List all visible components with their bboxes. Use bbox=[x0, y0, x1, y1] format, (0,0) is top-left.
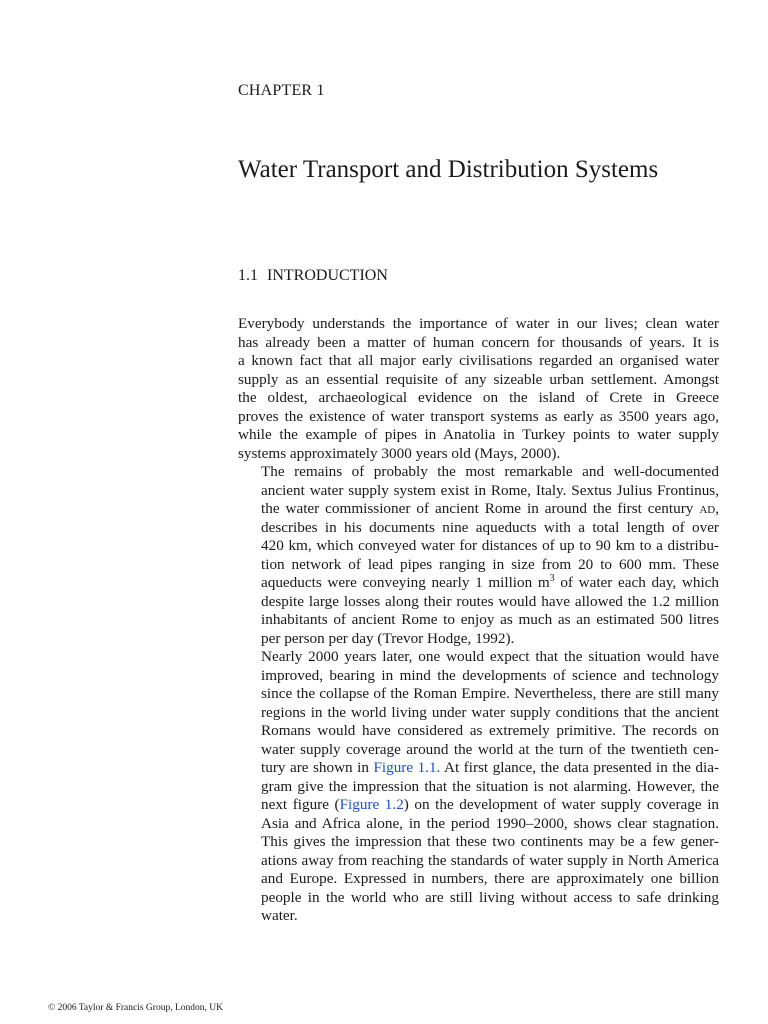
text-line: 420 km, which conveyed water for distances of up to 90 km to a distribu- bbox=[261, 537, 719, 554]
text-fragment: of water each day, which bbox=[554, 574, 719, 591]
text-line: inhabitants of ancient Rome to enjoy as much as an estimated 500 litres bbox=[261, 611, 719, 628]
figure-1-1-link[interactable]: Figure 1.1. bbox=[373, 759, 441, 776]
text-line: The remains of probably the most remarkable and well-documented bbox=[261, 463, 719, 480]
text-line: the oldest, archaeological evidence on the island of Crete in Greece bbox=[238, 389, 719, 406]
paragraph-1 bbox=[238, 315, 719, 463]
text-line: per person per day (Trevor Hodge, 1992). bbox=[261, 629, 515, 647]
era-abbreviation: ad bbox=[699, 500, 716, 517]
text-line: gram give the impression that the situation is not alarming. However, the bbox=[261, 777, 719, 795]
text-line: systems approximately 3000 years old (Mays, 2000). bbox=[238, 444, 561, 462]
text-line: Asia and Africa alone, in the period 1990–2000, shows clear stagnation. bbox=[261, 814, 719, 832]
section-title: INTRODUCTION bbox=[267, 267, 388, 284]
text-line: Romans would have considered as extremely primitive. The records on bbox=[261, 722, 719, 739]
body-text bbox=[238, 315, 719, 926]
chapter-title: Water Transport and Distribution Systems bbox=[238, 156, 659, 183]
text-line: since the collapse of the Roman Empire. Nevertheless, there are still many bbox=[261, 685, 719, 702]
text-line: people in the world who are still living without access to safe drinking bbox=[261, 888, 719, 906]
text-line: Everybody understands the importance of water in our lives; clean water bbox=[238, 315, 719, 332]
text-line: water supply coverage around the world at the turn of the twentieth cen- bbox=[261, 740, 719, 758]
text-line: proves the existence of water transport systems as early as 3500 years ago, bbox=[238, 407, 719, 425]
text-line: describes in his documents nine aqueducts with a total length of over bbox=[261, 518, 719, 536]
text-line: water. bbox=[261, 907, 298, 924]
chapter-label: CHAPTER 1 bbox=[238, 82, 325, 99]
text-line: Nearly 2000 years later, one would expect that the situation would have bbox=[261, 648, 719, 665]
text-line: while the example of pipes in Anatolia in Turkey points to water supply bbox=[238, 426, 719, 443]
section-number: 1.1 bbox=[238, 267, 258, 284]
text-line: This gives the impression that these two continents may be a few gener- bbox=[261, 833, 719, 850]
text-fragment: ) on the development of water supply coverage in bbox=[403, 796, 720, 813]
text-line bbox=[238, 796, 719, 815]
text-line: and Europe. Expressed in numbers, there are approximately one billion bbox=[261, 870, 719, 887]
paragraph-3 bbox=[238, 648, 719, 926]
text-fragment: next figure ( bbox=[261, 796, 340, 813]
text-line bbox=[238, 759, 719, 778]
text-line: has already been a matter of human concern for thousands of years. It is bbox=[238, 333, 719, 351]
text-fragment: At first glance, the data presented in the dia- bbox=[440, 759, 719, 776]
text-fragment: tury are shown in bbox=[261, 759, 374, 776]
text-line: a known fact that all major early civilisations regarded an organised water bbox=[238, 352, 719, 369]
text-line: ancient water supply system exist in Rome, Italy. Sextus Julius Frontinus, bbox=[261, 481, 719, 499]
paragraph-2 bbox=[238, 463, 719, 648]
text-line: tion network of lead pipes ranging in size from 20 to 600 mm. These bbox=[261, 555, 719, 573]
text-line bbox=[238, 500, 719, 519]
copyright-footer: © 2006 Taylor & Francis Group, London, UK bbox=[48, 1003, 223, 1013]
text-line: regions in the world living under water supply conditions that the ancient bbox=[261, 703, 719, 721]
text-fragment: , bbox=[715, 500, 719, 517]
text-line: despite large losses along their routes would have allowed the 1.2 million bbox=[261, 592, 719, 610]
section-heading bbox=[238, 267, 388, 285]
figure-1-2-link[interactable]: Figure 1.2 bbox=[339, 796, 404, 813]
text-line: ations away from reaching the standards of water supply in North America bbox=[261, 851, 719, 869]
text-line: improved, bearing in mind the developments of science and technology bbox=[261, 666, 719, 684]
text-line: supply as an essential requisite of any sizeable urban settlement. Amongst bbox=[238, 370, 719, 388]
text-line bbox=[238, 574, 719, 593]
text-fragment: the water commissioner of ancient Rome in around the first century bbox=[261, 500, 694, 517]
superscript: 3 bbox=[549, 572, 555, 584]
text-fragment: aqueducts were conveying nearly 1 million m bbox=[261, 574, 550, 591]
